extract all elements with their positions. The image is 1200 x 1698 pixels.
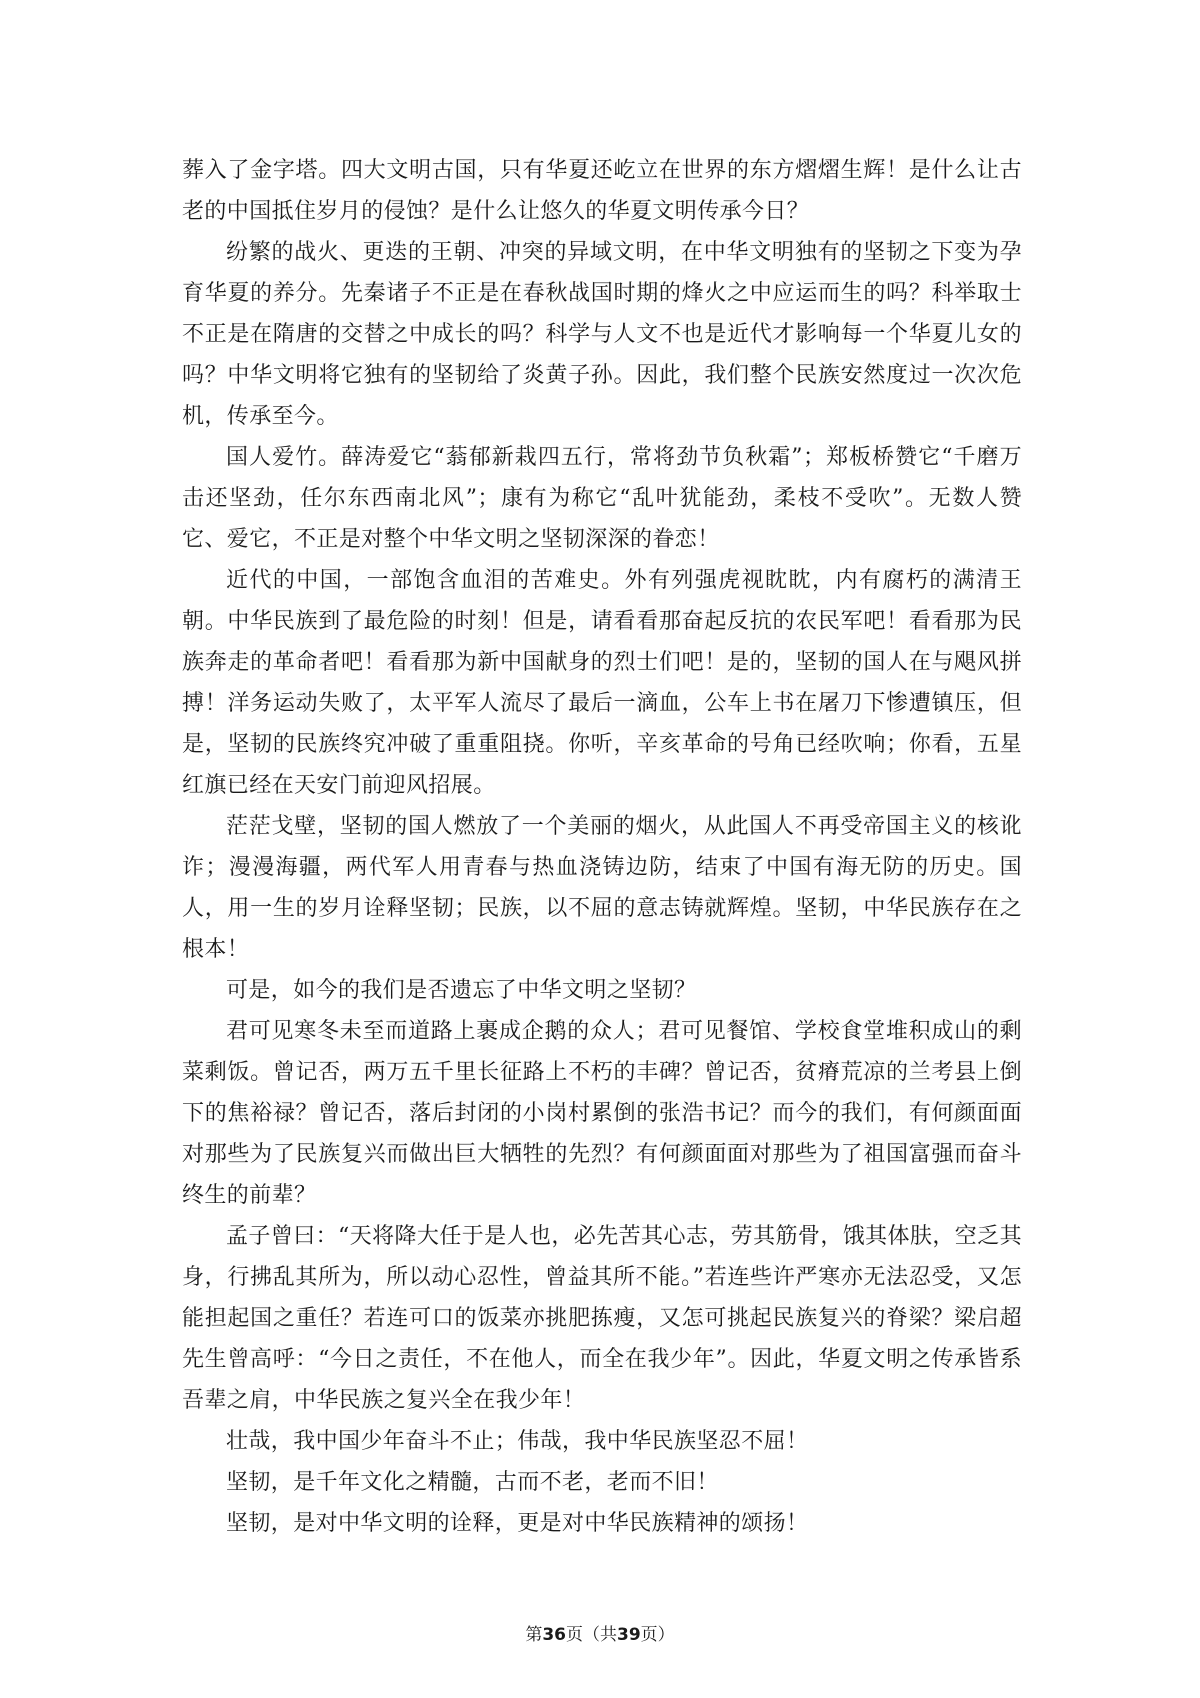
paragraph-9: 壮哉，我中国少年奋斗不止；伟哉，我中华民族坚忍不屈！ [226,1429,809,1454]
footer-middle: 页（共 [566,1625,617,1645]
paragraph-7: 君可见寒冬未至而道路上裹成企鹅的众人；君可见餐馆、学校食堂堆积成山的剩菜剩饭。曾记否，两万五千里长征路上不朽的丰碑？曾记否，贫瘠荒凉的兰考县上倒下的焦裕禄？曾记否，落后封闭的小岗村累倒的张浩书记？而今的我们，有何颜面面对那些为了民族复兴而做出巨大牺牲的先烈？有何颜面面对那些为了祖国富强而奋斗终生的前辈？ [182,1019,1022,1208]
paragraph-2: 纷繁的战火、更迭的王朝、冲突的异域文明，在中华文明独有的坚韧之下变为孕育华夏的养分。先秦诸子不正是在春秋战国时期的烽火之中应运而生的吗？科举取士不正是在隋唐的交替之中成长的吗？科学与人文不也是近代才影响每一个华夏儿女的吗？中华文明将它独有的坚韧给了炎黄子孙。因此，我们整个民族安然度过一次次危机，传承至今。 [182,240,1022,429]
paragraph-11: 坚韧，是对中华文明的诠释，更是对中华民族精神的颂扬！ [226,1511,809,1536]
page-footer [0,1620,1200,1645]
current-page-number: 36 [542,1625,566,1645]
footer-prefix: 第 [525,1625,543,1645]
paragraph-5: 茫茫戈壁，坚韧的国人燃放了一个美丽的烟火，从此国人不再受帝国主义的核讹诈；漫漫海疆，两代军人用青春与热血浇铸边防，结束了中国有海无防的历史。国人，用一生的岁月诠释坚韧；民族，以不屈的意志铸就辉煌。坚韧，中华民族存在之根本！ [182,814,1022,962]
essay-body [182,150,1022,1544]
total-page-count: 39 [617,1625,641,1645]
paragraph-6: 可是，如今的我们是否遗忘了中华文明之坚韧？ [226,978,697,1003]
paragraph-8: 孟子曾曰：“天将降大任于是人也，必先苦其心志，劳其筋骨，饿其体肤，空乏其身，行拂乱其所为，所以动心忍性，曾益其所不能。”若连些许严寒亦无法忍受，又怎能担起国之重任？若连可口的饭菜亦挑肥拣瘦，又怎可挑起民族复兴的脊梁？梁启超先生曾高呼：“今日之责任，不在他人，而全在我少年”。因此，华夏文明之传承皆系吾辈之肩，中华民族之复兴全在我少年！ [182,1224,1022,1413]
paragraph-4: 近代的中国，一部饱含血泪的苦难史。外有列强虎视眈眈，内有腐朽的满清王朝。中华民族到了最危险的时刻！但是，请看看那奋起反抗的农民军吧！看看那为民族奔走的革命者吧！看看那为新中国献身的烈士们吧！是的，坚韧的国人在与飓风拼搏！洋务运动失败了，太平军人流尽了最后一滴血，公车上书在屠刀下惨遭镇压，但是，坚韧的民族终究冲破了重重阻挠。你听，辛亥革命的号角已经吹响；你看，五星红旗已经在天安门前迎风招展。 [182,568,1022,798]
footer-suffix: 页） [640,1625,675,1645]
paragraph-3: 国人爱竹。薛涛爱它“蓊郁新栽四五行，常将劲节负秋霜”；郑板桥赞它“千磨万击还坚劲，任尔东西南北风”；康有为称它“乱叶犹能劲，柔枝不受吹”。无数人赞它、爱它，不正是对整个中华文明之坚韧深深的眷恋！ [182,445,1022,552]
paragraph-1: 葬入了金字塔。四大文明古国，只有华夏还屹立在世界的东方熠熠生辉！是什么让古老的中国抵住岁月的侵蚀？是什么让悠久的华夏文明传承今日？ [182,158,1022,224]
paragraph-10: 坚韧，是千年文化之精髓，古而不老，老而不旧！ [226,1470,719,1495]
